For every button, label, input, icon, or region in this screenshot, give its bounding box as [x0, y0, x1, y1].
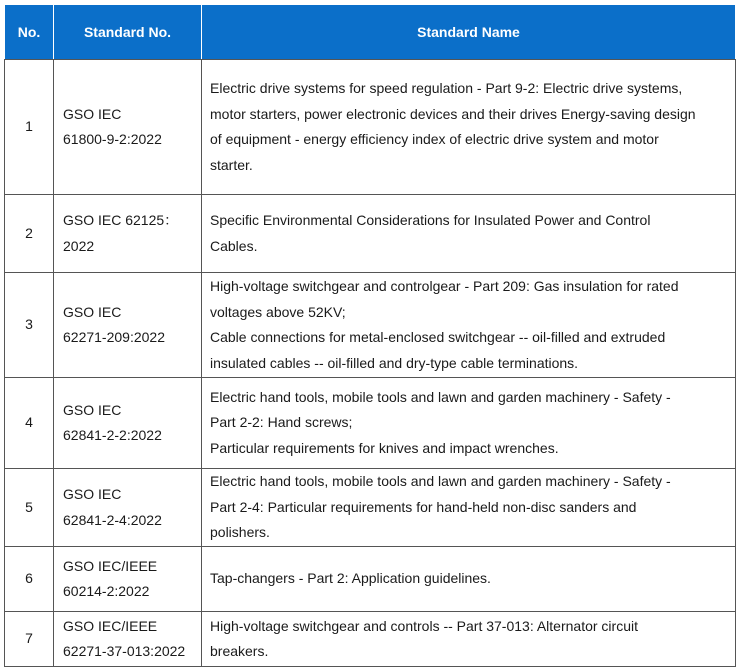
header-no: No. — [5, 5, 54, 60]
standard-number-line: 62841-2-2:2022 — [63, 427, 162, 443]
row-number: 6 — [5, 547, 54, 612]
row-number: 5 — [5, 469, 54, 547]
standard-name-line: Cable connections for metal-enclosed switchgear -- oil-filled and extruded — [210, 329, 666, 345]
standard-name-line: Cables. — [210, 237, 258, 254]
table-row — [5, 547, 736, 612]
standard-number-line: GSO IEC — [63, 303, 122, 320]
header-standard-no: Standard No. — [54, 5, 202, 60]
standard-number — [54, 469, 202, 547]
standard-name-line: voltages above 52KV; — [210, 303, 346, 320]
standard-number — [54, 60, 202, 195]
standard-number — [54, 378, 202, 469]
standard-name — [202, 612, 736, 667]
standard-name — [202, 195, 736, 273]
standard-number — [54, 612, 202, 667]
standard-name-line: polishers. — [210, 524, 270, 541]
standard-name-line: Electric hand tools, mobile tools and lawn and garden machinery - Safety - — [210, 473, 671, 490]
standard-number-line: 62271-37-013:2022 — [63, 643, 186, 659]
row-number: 7 — [5, 612, 54, 667]
table-row — [5, 612, 736, 667]
standard-name-line: High-voltage switchgear and controls -- Part 37-013: Alternator circuit — [210, 617, 638, 634]
standard-name-line: breakers. — [210, 643, 269, 659]
standard-number-line: 2022 — [63, 237, 95, 254]
standard-name-line: Particular requirements for knives and impact wrenches. — [210, 439, 559, 456]
standard-number-line: GSO IEC/IEEE — [63, 617, 158, 634]
standard-name-line: insulated cables -- oil-filled and dry-type cable terminations. — [210, 354, 579, 371]
table-row — [5, 469, 736, 547]
standards-table — [4, 4, 736, 667]
row-number: 4 — [5, 378, 54, 469]
table-row — [5, 195, 736, 273]
standard-name — [202, 273, 736, 378]
standard-number — [54, 547, 202, 612]
standard-number-line: GSO IEC 62125： — [63, 212, 179, 228]
standard-number-line: 62841-2-4:2022 — [63, 511, 162, 528]
standard-number-line: GSO IEC — [63, 401, 122, 418]
standard-name-line: of equipment - energy efficiency index of electric drive system and motor — [210, 131, 659, 147]
standard-name-line: Tap-changers - Part 2: Application guidelines. — [210, 570, 491, 587]
row-number: 3 — [5, 273, 54, 378]
standard-name-line: High-voltage switchgear and controlgear - Part 209: Gas insulation for rated — [210, 278, 679, 294]
standard-number-line: 62271-209:2022 — [63, 329, 165, 345]
standard-number — [54, 273, 202, 378]
table-row — [5, 378, 736, 469]
standard-number-line: 61800-9-2:2022 — [63, 131, 162, 147]
standard-name — [202, 60, 736, 195]
standard-number-line: 60214-2:2022 — [63, 583, 150, 599]
standard-name-line: motor starters, power electronic devices and their drives Energy-saving design — [210, 105, 696, 122]
standard-name — [202, 547, 736, 612]
table-row — [5, 60, 736, 195]
standard-name-line: Part 2-2: Hand screws; — [210, 414, 353, 431]
row-number: 1 — [5, 60, 54, 195]
standard-name-line: starter. — [210, 156, 253, 173]
standard-name-line: Part 2-4: Particular requirements for hand-held non-disc sanders and — [210, 498, 637, 515]
standard-number-line: GSO IEC — [63, 105, 122, 122]
header-standard-name: Standard Name — [202, 5, 736, 60]
row-number: 2 — [5, 195, 54, 273]
standard-name-line: Electric drive systems for speed regulation - Part 9-2: Electric drive systems, — [210, 80, 683, 96]
standard-name-line: Specific Environmental Considerations for Insulated Power and Control — [210, 212, 651, 228]
table-row — [5, 273, 736, 378]
standard-number-line: GSO IEC/IEEE — [63, 557, 158, 574]
standard-name — [202, 469, 736, 547]
header-row — [5, 5, 736, 60]
standard-number-line: GSO IEC — [63, 486, 122, 502]
standard-number — [54, 195, 202, 273]
standard-name-line: Electric hand tools, mobile tools and lawn and garden machinery - Safety - — [210, 388, 671, 405]
standard-name — [202, 378, 736, 469]
